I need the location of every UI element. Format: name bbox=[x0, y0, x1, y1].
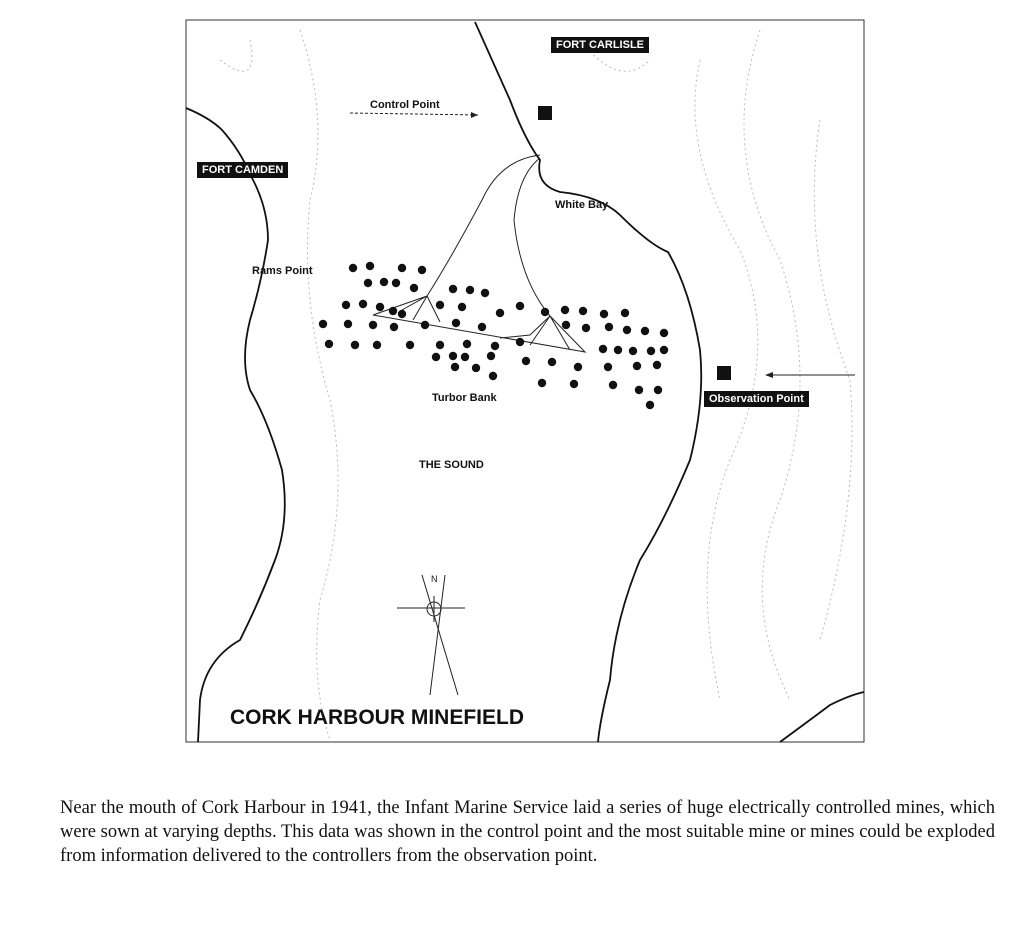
mine-dot bbox=[541, 308, 549, 316]
mine-dot bbox=[489, 372, 497, 380]
mine-dot bbox=[633, 362, 641, 370]
mine-dot bbox=[344, 320, 352, 328]
north-label: N bbox=[431, 574, 438, 584]
turbor-bank-label: Turbor Bank bbox=[432, 392, 497, 404]
mine-dot bbox=[364, 279, 372, 287]
mine-dot bbox=[641, 327, 649, 335]
mine-dot bbox=[653, 361, 661, 369]
mine-dot bbox=[600, 310, 608, 318]
mine-dot bbox=[647, 347, 655, 355]
map-frame bbox=[186, 20, 864, 742]
mine-dot bbox=[319, 320, 327, 328]
mine-dot bbox=[389, 307, 397, 315]
mine-dot bbox=[410, 284, 418, 292]
mine-dot bbox=[487, 352, 495, 360]
mine-dot bbox=[452, 319, 460, 327]
mine-dot bbox=[491, 342, 499, 350]
mine-dot bbox=[561, 306, 569, 314]
fort-camden-label: FORT CAMDEN bbox=[197, 162, 288, 178]
mine-dot bbox=[548, 358, 556, 366]
mine-dot bbox=[516, 302, 524, 310]
mine-dot bbox=[562, 321, 570, 329]
east-coastline bbox=[475, 22, 701, 742]
fort-carlisle-label: FORT CARLISLE bbox=[551, 37, 649, 53]
mine-dot bbox=[466, 286, 474, 294]
contour-lines bbox=[220, 30, 852, 740]
mine-dot bbox=[570, 380, 578, 388]
control-point-arrow bbox=[350, 113, 478, 115]
mine-dot bbox=[349, 264, 357, 272]
mine-dot bbox=[406, 341, 414, 349]
mine-dot bbox=[582, 324, 590, 332]
rams-point-label: Rams Point bbox=[252, 265, 313, 277]
mine-dot bbox=[461, 353, 469, 361]
mine-dot bbox=[579, 307, 587, 315]
mine-dot bbox=[325, 340, 333, 348]
mine-dot bbox=[635, 386, 643, 394]
observation-point-marker bbox=[717, 366, 731, 380]
mine-dot bbox=[449, 352, 457, 360]
mine-dot bbox=[574, 363, 582, 371]
mine-dot bbox=[359, 300, 367, 308]
compass-rose bbox=[397, 575, 465, 695]
mine-dot bbox=[646, 401, 654, 409]
mine-dot bbox=[432, 353, 440, 361]
mine-dot bbox=[392, 279, 400, 287]
mine-dot bbox=[496, 309, 504, 317]
mine-dot bbox=[418, 266, 426, 274]
mine-dot bbox=[463, 340, 471, 348]
mine-dot bbox=[605, 323, 613, 331]
mine-dot bbox=[660, 346, 668, 354]
mine-dot bbox=[451, 363, 459, 371]
mine-dot bbox=[390, 323, 398, 331]
mine-dot bbox=[478, 323, 486, 331]
mine-dot bbox=[609, 381, 617, 389]
control-cables bbox=[373, 155, 585, 352]
mine-dot bbox=[398, 310, 406, 318]
mine-dot bbox=[522, 357, 530, 365]
mine-dot bbox=[623, 326, 631, 334]
mine-dot bbox=[436, 341, 444, 349]
mine-dot bbox=[398, 264, 406, 272]
mine-dot bbox=[621, 309, 629, 317]
caption: Near the mouth of Cork Harbour in 1941, the Infant Marine Service laid a series of huge electrically controlled mines, which were sown at varying depths. This data was shown in the control point and the most suitable mine or mines could be exploded from information delivered to the controllers from the observation point. bbox=[60, 798, 995, 866]
mine-dot bbox=[421, 321, 429, 329]
control-point-marker bbox=[538, 106, 552, 120]
mine-dot bbox=[629, 347, 637, 355]
south-east-coastline bbox=[780, 692, 864, 742]
mine-dot bbox=[351, 341, 359, 349]
mine-dot bbox=[373, 341, 381, 349]
mine-dot bbox=[366, 262, 374, 270]
coastlines bbox=[186, 22, 864, 742]
mine-dot bbox=[342, 301, 350, 309]
mine-dot bbox=[380, 278, 388, 286]
mine-dot bbox=[449, 285, 457, 293]
mine-dot bbox=[599, 345, 607, 353]
white-bay-label: White Bay bbox=[555, 199, 609, 211]
mine-dot bbox=[660, 329, 668, 337]
mine-dot bbox=[654, 386, 662, 394]
map-title: CORK HARBOUR MINEFIELD bbox=[230, 706, 524, 729]
mine-dot bbox=[472, 364, 480, 372]
mine-dot bbox=[436, 301, 444, 309]
mine-dot bbox=[481, 289, 489, 297]
mine-dot bbox=[538, 379, 546, 387]
mine-dot bbox=[516, 338, 524, 346]
mine-dot bbox=[458, 303, 466, 311]
observation-point-label: Observation Point bbox=[704, 391, 809, 407]
west-coastline bbox=[186, 108, 285, 742]
mine-dot bbox=[369, 321, 377, 329]
the-sound-label: THE SOUND bbox=[419, 459, 484, 471]
mine-dot bbox=[376, 303, 384, 311]
control-point-label: Control Point bbox=[370, 99, 440, 111]
mines bbox=[319, 262, 668, 409]
mine-dot bbox=[614, 346, 622, 354]
mine-dot bbox=[604, 363, 612, 371]
